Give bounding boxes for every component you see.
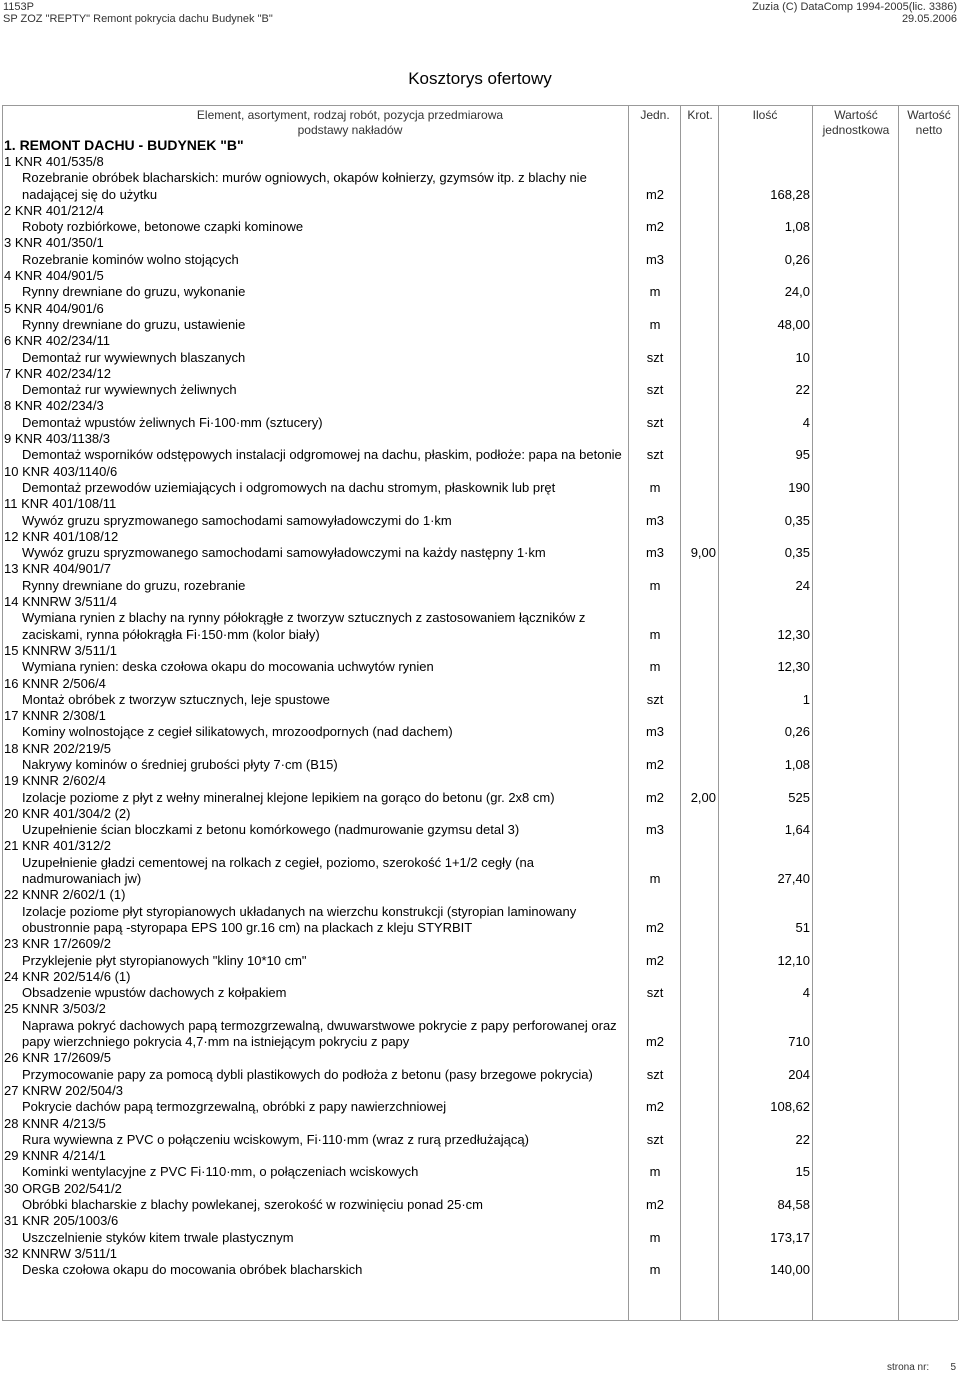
position-description: Rynny drewniane do gruzu, wykonanie [22,284,246,300]
position-code: 3 KNR 401/350/1 [4,235,104,251]
position-quantity: 204 [788,1066,810,1082]
table-row [0,529,960,562]
position-code: 22 KNNR 2/602/1 (1) [4,887,126,903]
position-body [0,790,960,806]
table-row [0,1148,960,1181]
section-title: 1. REMONT DACHU - BUDYNEK "B" [4,137,244,153]
position-unit: szt [646,985,664,1001]
position-quantity: 0,35 [784,512,810,528]
position-unit: m [649,1164,661,1180]
position-unit: m3 [645,822,665,838]
position-code: 14 KNNRW 3/511/4 [4,594,117,610]
position-body [0,855,960,888]
page-footer [887,1362,956,1373]
position-quantity: 140,00 [770,1262,810,1278]
position-description: Obróbki blacharskie z blachy powlekanej, szerokość w rozwinięciu ponad 25·cm [22,1197,483,1212]
position-quantity: 95 [795,447,810,463]
table-row [0,1246,960,1279]
position-body [0,757,960,773]
position-unit: m [649,1262,661,1278]
position-body [0,985,960,1001]
position-code: 27 KNRW 202/504/3 [4,1082,123,1098]
position-quantity: 84,58 [777,1197,810,1212]
position-description: Przymocowanie papy za pomocą dybli plastikowych do podłoża z betonu (pasy brzegowe pokrycia) [22,1066,593,1082]
position-quantity: 12,30 [777,659,810,675]
position-code: 21 KNR 401/312/2 [4,838,111,854]
position-quantity: 0,35 [784,545,810,561]
position-description: Uzupełnienie gładzi cementowej na rolkach z cegieł, poziomo, szerokość 1+1/2 cegły (na nadmurowaniach jw) [22,854,534,887]
position-code: 24 KNR 202/514/6 (1) [4,968,131,984]
software-info: Zuzia (C) DataComp 1994-2005(lic. 3386) [752,1,957,13]
position-description: Wymiana rynien: deska czołowa okapu do mocowania uchwytów rynien [22,659,434,675]
position-code: 1 KNR 401/535/8 [4,154,104,169]
table-row [0,1001,960,1050]
position-quantity: 108,62 [770,1099,810,1115]
table-row [0,203,960,236]
column-header-net-value [900,108,958,138]
position-unit: m2 [645,1034,665,1050]
position-body [0,1018,960,1051]
position-description: Rura wywiewna z PVC o połączeniu wciskowym, Fi·110·mm (wraz z rurą przedłużającą) [22,1131,529,1147]
position-code: 30 ORGB 202/541/2 [4,1180,122,1196]
document-subject: SP ZOZ "REPTY" Remont pokrycia dachu Budynek "B" [3,13,273,25]
position-code: 13 KNR 404/901/7 [4,561,111,577]
position-description: Obsadzenie wpustów dachowych z kołpakiem [22,985,287,1001]
position-quantity: 24,0 [784,284,810,300]
column-header-unit-value-line1: Wartość [834,108,878,122]
position-unit: szt [646,1131,664,1147]
position-code: 8 KNR 402/234/3 [4,398,104,414]
position-description: Rozebranie kominów wolno stojących [22,251,239,267]
table-row [0,806,960,839]
column-header-net-value-line2: netto [915,123,943,137]
position-unit: m2 [645,789,665,805]
estimate-positions-list [0,154,960,1278]
position-quantity: 22 [795,1131,810,1147]
position-body [0,578,960,594]
position-unit: m [649,659,661,675]
position-description: Nakrywy kominów o średniej grubości płyty 7·cm (B15) [22,756,338,772]
position-body [0,1067,960,1083]
position-code: 5 KNR 404/901/6 [4,300,104,316]
table-border-top [2,105,958,106]
position-description: Demontaż rur wywiewnych blaszanych [22,349,246,365]
position-quantity: 190 [788,479,810,495]
table-row [0,1116,960,1149]
position-quantity: 1 [802,691,810,707]
position-body [0,170,960,203]
position-body [0,252,960,268]
position-description: Demontaż wpustów żeliwnych Fi·100·mm (sztucery) [22,414,323,430]
table-row [0,676,960,709]
position-quantity: 710 [788,1034,810,1050]
position-quantity: 51 [795,919,810,935]
position-unit: m [649,316,661,332]
position-body [0,659,960,675]
position-quantity: 525 [788,789,810,805]
position-quantity: 24 [795,577,810,593]
position-code: 20 KNR 401/304/2 (2) [4,805,131,821]
position-code: 7 KNR 402/234/12 [4,365,111,381]
document-header-right [752,1,957,25]
position-unit: m2 [645,1099,665,1115]
position-description: Kominy wolnostojące z cegieł silikatowych, mrozoodpornych (nad dachem) [22,724,453,740]
position-code: 17 KNNR 2/308/1 [4,708,106,724]
position-unit: m2 [645,219,665,235]
position-multiplier: 2,00 [690,789,716,805]
position-description: Montaż obróbek z tworzyw sztucznych, leje spustowe [22,691,330,707]
position-description: Wymiana rynien z blachy na rynny półokrągłe z tworzyw sztucznych z zastosowaniem łączników z zaciskami, rynna półokrągła Fi·150·mm (kolor biały) [22,610,586,642]
position-code: 19 KNNR 2/602/4 [4,773,106,789]
position-body [0,1262,960,1278]
position-description: Wywóz gruzu spryzmowanego samochodami samowyładowczymi na każdy następny 1·km [22,545,546,561]
position-body [0,545,960,561]
position-body [0,480,960,496]
position-code: 28 KNNR 4/213/5 [4,1115,106,1131]
position-code: 32 KNNRW 3/511/1 [4,1245,117,1261]
table-row [0,594,960,643]
table-row [0,643,960,676]
position-code: 2 KNR 401/212/4 [4,202,104,218]
position-description: Deska czołowa okapu do mocowania obróbek blacharskich [22,1262,363,1278]
position-code: 25 KNNR 3/503/2 [4,1001,106,1017]
document-header-left [3,1,273,25]
column-header-unit: Jedn. [640,108,670,122]
position-unit: szt [646,447,664,463]
position-body [0,382,960,398]
position-description: Wywóz gruzu spryzmowanego samochodami samowyładowczymi do 1·km [22,512,452,528]
position-description: Demontaż rur wywiewnych żeliwnych [22,382,237,398]
position-body [0,822,960,838]
table-row [0,431,960,464]
table-row [0,773,960,806]
position-unit: m2 [645,186,665,202]
position-description: Uzupełnienie ścian bloczkami z betonu komórkowego (nadmurowanie gzymsu detal 3) [22,822,520,838]
table-row [0,235,960,268]
position-description: Pokrycie dachów papą termozgrzewalną, obróbki z papy nawierzchniowej [22,1099,447,1115]
position-quantity: 173,17 [770,1229,810,1245]
position-body [0,1164,960,1180]
position-unit: m2 [645,1197,665,1212]
position-quantity: 1,08 [784,219,810,235]
position-body [0,284,960,300]
position-quantity: 27,40 [777,871,810,887]
position-unit: m2 [645,756,665,772]
position-body [0,219,960,235]
table-row [0,301,960,334]
position-code: 16 KNNR 2/506/4 [4,675,106,691]
table-row [0,969,960,1002]
position-unit: m [649,577,661,593]
position-body [0,415,960,431]
position-quantity: 0,26 [784,724,810,740]
position-body [0,513,960,529]
position-code: 23 KNR 17/2609/2 [4,936,111,952]
position-quantity: 48,00 [777,316,810,332]
position-body [0,1230,960,1246]
position-code: 11 KNR 401/108/11 [4,496,117,512]
position-unit: szt [646,414,664,430]
page-number-label: strona nr: [886,1362,930,1373]
position-unit: m3 [645,512,665,528]
table-row [0,154,960,203]
position-quantity: 15 [795,1164,810,1180]
table-row [0,464,960,497]
position-body [0,317,960,333]
position-quantity: 4 [802,985,810,1001]
position-description: Naprawa pokryć dachowych papą termozgrzewalną, dwuwarstwowe pokrycie z papy perforowanej oraz papy wierzchniego pokrycia 4,7·mm na istniejącym pokryciu z papy [22,1017,617,1050]
position-body [0,447,960,463]
position-description: Rozebranie obróbek blacharskich: murów ogniowych, okapów kołnierzy, gzymsów itp. z blachy nie nadającej się do użytku [22,170,587,202]
position-unit: szt [646,349,664,365]
position-body [0,724,960,740]
position-description: Demontaż wsporników odstępowych instalacji odgromowej na dachu, płaskim, podłoże: papa na betonie [22,447,622,463]
position-description: Izolacje poziome z płyt z wełny mineralnej klejone lepikiem na gorąco do betonu (gr. 2x8 cm) [22,789,555,805]
table-row [0,741,960,774]
position-unit: m [649,1229,661,1245]
position-code: 31 KNR 205/1003/6 [4,1213,119,1229]
position-code: 15 KNNRW 3/511/1 [4,642,117,658]
position-code: 12 KNR 401/108/12 [4,528,119,544]
table-row [0,887,960,936]
position-quantity: 168,28 [770,186,810,202]
position-unit: m [649,626,661,642]
column-header-net-value-line1: Wartość [907,108,951,122]
position-description: Izolacje poziome płyt styropianowych układanych na wierzchu konstrukcji (styropian laminowany obustronnie papą -styropapa EPS 100 gr.16 cm) na plackach z kleju STYRBIT [22,903,577,935]
table-row [0,333,960,366]
position-body [0,1197,960,1213]
column-header-unit-value-line2: jednostkowa [822,123,890,137]
column-header-element-line2: podstawy nakładów [297,123,403,137]
position-quantity: 12,30 [777,626,810,642]
column-header-qty: Ilość [752,108,778,122]
position-body [0,904,960,937]
position-code: 18 KNR 202/219/5 [4,740,111,756]
table-row [0,496,960,529]
position-description: Uszczelnienie styków kitem trwale plastycznym [22,1229,294,1245]
position-code: 10 KNR 403/1140/6 [4,463,118,479]
position-body [0,953,960,969]
position-code: 26 KNR 17/2609/5 [4,1050,111,1066]
position-description: Demontaż przewodów uziemiających i odgromowych na dachu stromym, płaskownik lub pręt [22,479,556,495]
table-row [0,708,960,741]
position-quantity: 1,08 [784,756,810,772]
document-id: 1153P [3,1,34,13]
page-number: 5 [950,1362,956,1373]
position-multiplier: 9,00 [690,545,716,561]
position-quantity: 1,64 [784,822,810,838]
table-row [0,268,960,301]
position-unit: m3 [645,724,665,740]
position-code: 29 KNNR 4/214/1 [4,1148,106,1164]
column-header-unit-value [814,108,898,138]
table-row [0,561,960,594]
table-row [0,1213,960,1246]
position-unit: m [649,479,661,495]
position-unit: m2 [645,919,665,935]
position-body [0,350,960,366]
position-unit: szt [646,1066,664,1082]
position-code: 9 KNR 403/1138/3 [4,431,110,447]
column-header-element-line1: Element, asortyment, rodzaj robót, pozycja przedmiarowa [196,108,504,122]
column-header-krot: Krot. [687,108,713,122]
position-unit: m3 [645,545,665,561]
table-row [0,366,960,399]
table-row [0,936,960,969]
table-row [0,1181,960,1214]
position-body [0,1132,960,1148]
position-quantity: 12,10 [777,952,810,968]
table-row [0,838,960,887]
position-unit: szt [646,691,664,707]
table-row [0,1050,960,1083]
page-title: Kosztorys ofertowy [408,69,552,88]
table-border-bottom [2,1320,958,1321]
position-code: 6 KNR 402/234/11 [4,333,110,349]
position-quantity: 4 [802,414,810,430]
position-body [0,610,960,643]
position-unit: szt [646,382,664,398]
document-date: 29.05.2006 [901,13,957,25]
position-unit: m [649,284,661,300]
position-description: Przyklejenie płyt styropianowych "kliny 10*10 cm" [22,952,307,968]
position-quantity: 10 [795,349,810,365]
position-body [0,1099,960,1115]
position-description: Kominki wentylacyjne z PVC Fi·110·mm, o połączeniach wciskowych [22,1164,419,1180]
position-unit: m2 [645,952,665,968]
position-description: Roboty rozbiórkowe, betonowe czapki kominowe [22,219,304,235]
position-description: Rynny drewniane do gruzu, ustawienie [22,316,246,332]
column-header-element [90,108,610,138]
position-unit: m3 [645,251,665,267]
position-quantity: 0,26 [784,251,810,267]
position-body [0,692,960,708]
table-row [0,398,960,431]
table-row [0,1083,960,1116]
position-unit: m [649,871,661,887]
position-quantity: 22 [795,382,810,398]
position-description: Rynny drewniane do gruzu, rozebranie [22,577,246,593]
position-code: 4 KNR 404/901/5 [4,268,104,284]
